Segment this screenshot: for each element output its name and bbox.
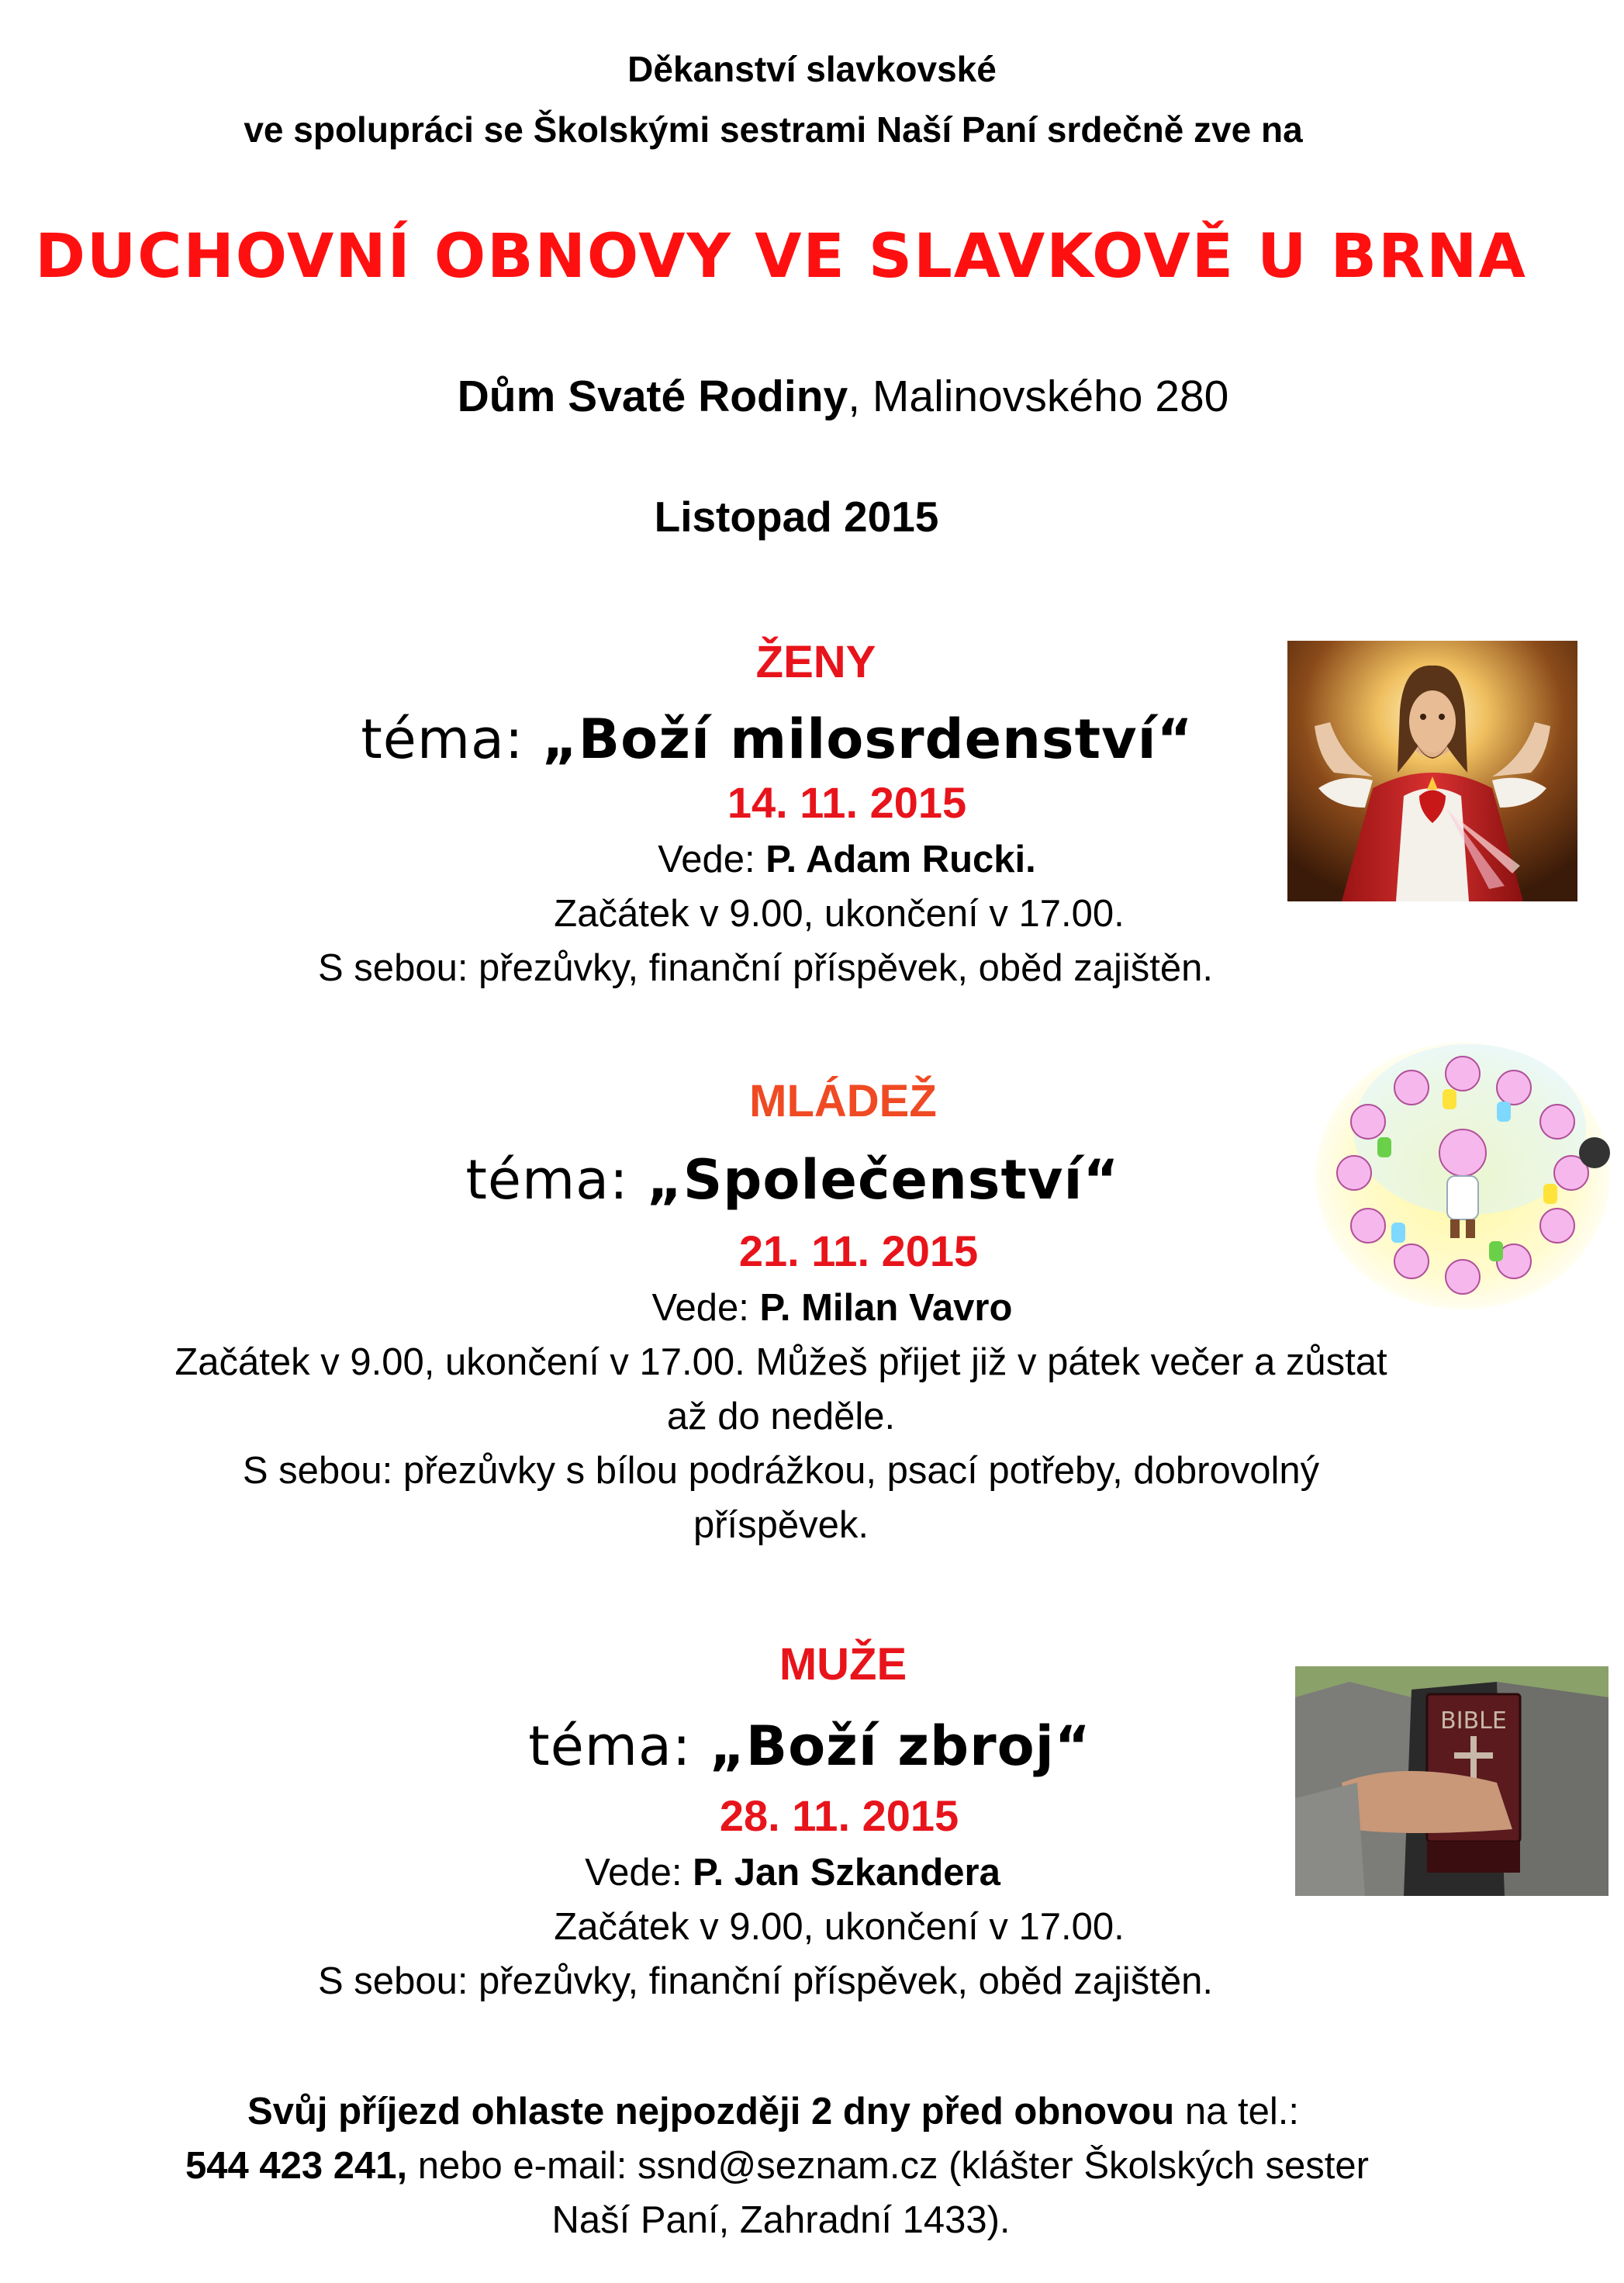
footer-notice: Svůj příjezd ohlaste nejpozději 2 dny před obnovou (247, 2091, 1175, 2133)
section-youth-time-cont: až do neděle. (666, 1396, 896, 1437)
footer-email-text: nebo e-mail: ssnd@seznam.cz (klášter Školských sester (407, 2145, 1369, 2187)
leader-label: Vede: (658, 839, 766, 880)
leader-label: Vede: (585, 1852, 693, 1894)
section-women-heading: ŽENY (755, 637, 876, 687)
venue-address: , Malinovského 280 (848, 372, 1229, 421)
header-line-2: ve spolupráci se Školskými sestrami Naší Paní srdečně zve na (244, 109, 1303, 150)
section-youth-date: 21. 11. 2015 (738, 1226, 979, 1275)
footer-line-1 (0, 2088, 1585, 2135)
leader-name: P. Adam Rucki. (765, 839, 1036, 880)
footer-line-2 (0, 2143, 1589, 2189)
section-men-heading: MUŽE (779, 1639, 907, 1690)
section-men-date: 28. 11. 2015 (719, 1791, 959, 1840)
leader-label: Vede: (651, 1287, 760, 1329)
section-youth-bring-cont: příspěvek. (693, 1504, 869, 1546)
venue-line (31, 371, 1624, 422)
section-youth-time: Začátek v 9.00, ukončení v 17.00. Můžeš přijet již v pátek večer a zůstat (174, 1341, 1387, 1383)
theme-prefix: téma: (528, 1714, 710, 1778)
theme-prefix: téma: (465, 1148, 647, 1212)
leader-name: P. Jan Szkandera (693, 1852, 1000, 1894)
section-men-bring: S sebou: přezůvky, finanční příspěvek, oběd zajištěn. (318, 1960, 1213, 2002)
section-women-bring: S sebou: přezůvky, finanční příspěvek, oběd zajištěn. (318, 947, 1213, 989)
section-youth-heading: MLÁDEŽ (749, 1076, 937, 1126)
header-line-1: Děkanství slavkovské (627, 49, 997, 89)
month-label: Listopad 2015 (654, 493, 939, 541)
theme-title: „Společenství“ (646, 1148, 1120, 1212)
bible-image (1295, 1666, 1608, 1896)
section-men-time: Začátek v 9.00, ukončení v 17.00. (554, 1906, 1125, 1948)
page-title: DUCHOVNÍ OBNOVY VE SLAVKOVĚ U BRNA (35, 222, 1527, 292)
footer-phone: 544 423 241, (185, 2145, 408, 2187)
section-youth-bring: S sebou: přezůvky s bílou podrážkou, psací potřeby, dobrovolný (242, 1450, 1320, 1492)
theme-title: „Boží milosrdenství“ (541, 707, 1194, 771)
theme-title: „Boží zbroj“ (709, 1714, 1091, 1778)
bible-cover-text: BIBLE (1440, 1707, 1507, 1735)
section-women-date: 14. 11. 2015 (727, 778, 967, 827)
section-women-time: Začátek v 9.00, ukončení v 17.00. (554, 893, 1125, 935)
sacred-heart-image (1287, 641, 1577, 901)
venue-name: Dům Svaté Rodiny (457, 372, 848, 421)
footer-tel-label: na tel.: (1174, 2091, 1299, 2133)
theme-prefix: téma: (361, 707, 542, 771)
leader-name: P. Milan Vavro (759, 1287, 1013, 1329)
footer-line-3: Naší Paní, Zahradní 1433). (551, 2199, 1011, 2241)
children-circle-image (1311, 1036, 1615, 1316)
